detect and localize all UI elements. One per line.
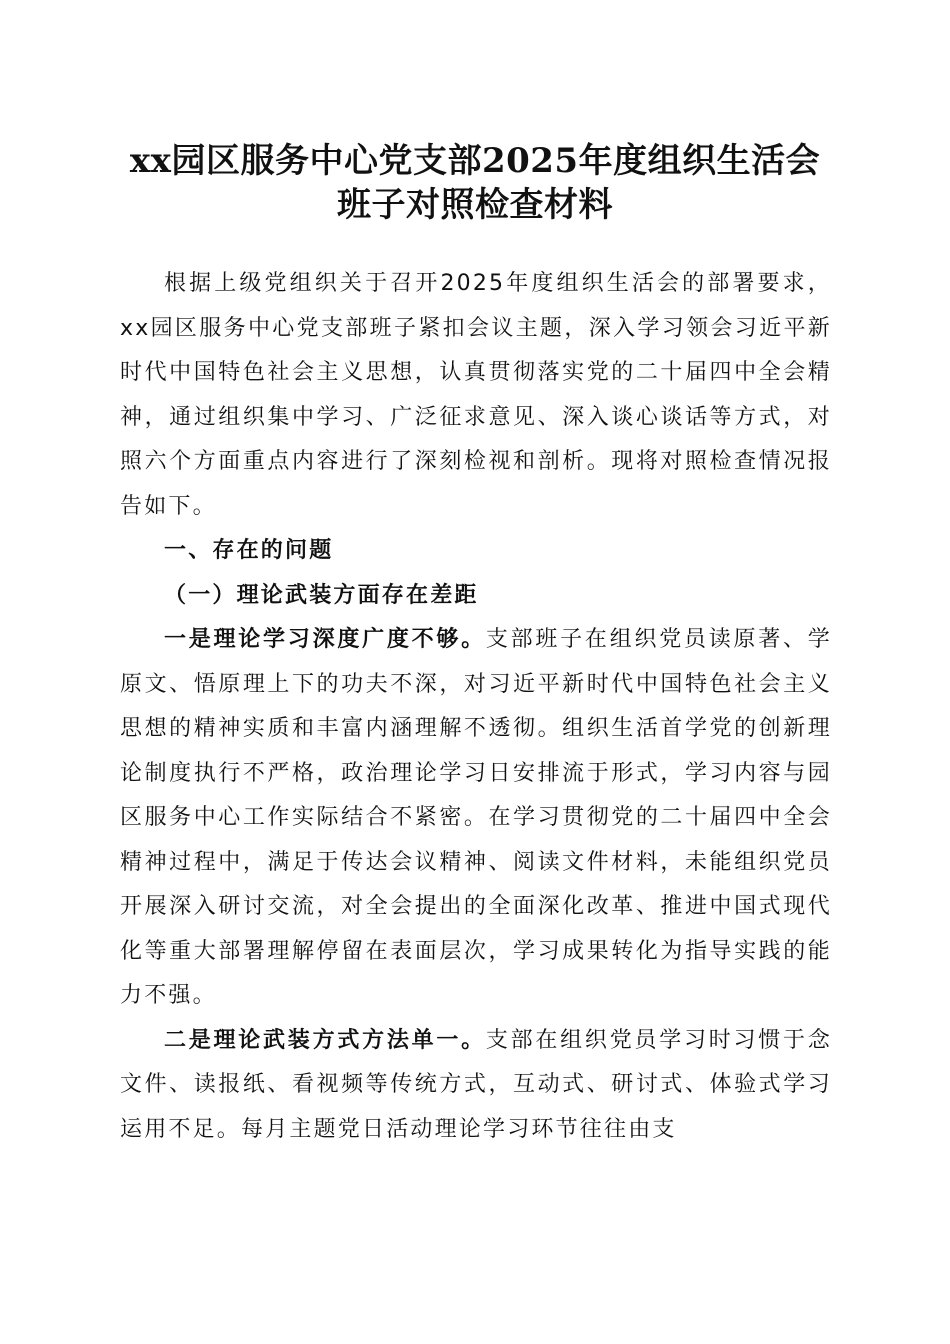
paragraph-2-lead: 二是理论武装方式方法单一。 [164,1027,486,1053]
paragraph-1 [120,618,832,1019]
document-title-line-2: 班子对照检查材料 [337,185,613,225]
document-body [120,262,832,1152]
paragraph-2 [120,1019,832,1153]
document-title-line-1: xx园区服务中心党支部2025年度组织生活会 [129,141,821,181]
paragraph-2-text: 支部在组织党员学习时习惯于念文件、读报纸、看视频等传统方式，互动式、研讨式、体验式学习运用不足。每月主题党日活动理论学习环节往往由支 [120,1027,832,1142]
subsection-heading: （一）理论武装方面存在差距 [164,582,479,608]
paragraph-1-lead: 一是理论学习深度广度不够。 [164,627,486,652]
section-heading: 一、存在的问题 [164,538,334,563]
paragraph-1-text: 支部班子在组织党员读原著、学原文、悟原理上下的功夫不深，对习近平新时代中国特色社会主义思想的精神实质和丰富内涵理解不透彻。组织生活首学党的创新理论制度执行不严格，政治理论学习日安排流于形式，学习内容与园区服务中心工作实际结合不紧密。在学习贯彻党的二十届四中全会精神过程中，满足于传达会议精神、阅读文件材料，未能组织党员开展深入研讨交流，对全会提出的全面深化改革、推进中国式现代化等重大部署理解停留在表面层次，学习成果转化为指导实践的能力不强。 [120,627,832,1008]
intro-paragraph: 根据上级党组织关于召开2025年度组织生活会的部署要求，xx园区服务中心党支部班子紧扣会议主题，深入学习领会习近平新时代中国特色社会主义思想，认真贯彻落实党的二十届四中全会精神，通过组织集中学习、广泛征求意见、深入谈心谈话等方式，对照六个方面重点内容进行了深刻检视和剖析。现将对照检查情况报告如下。 [120,271,832,519]
